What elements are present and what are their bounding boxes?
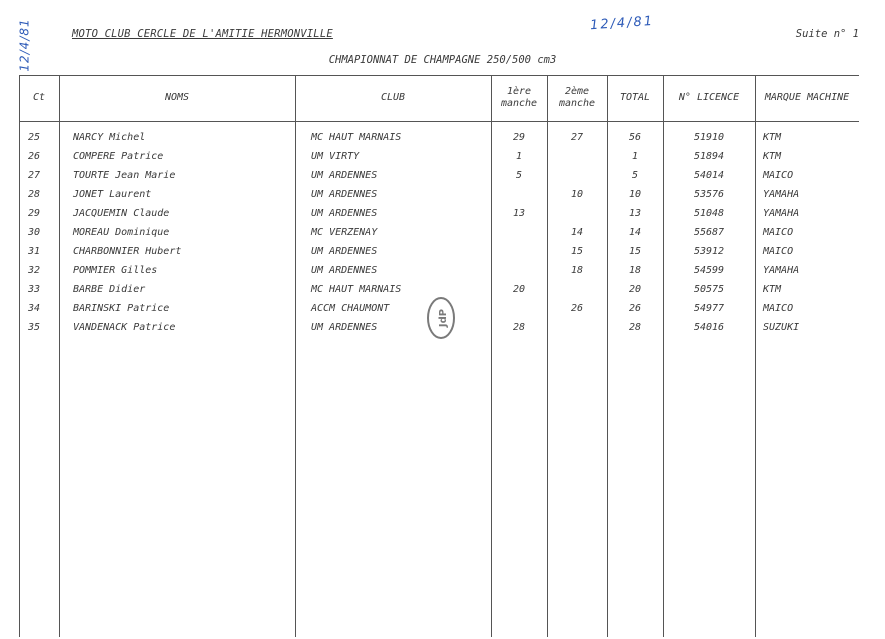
cell-ct: 29 — [28, 208, 41, 219]
cell-club: MC HAUT MARNAIS — [311, 284, 402, 295]
cell-club: UM ARDENNES — [311, 265, 378, 276]
cell-manche1: 13 — [512, 208, 526, 219]
cell-total: 18 — [628, 265, 642, 276]
cell-club: UM VIRTY — [311, 151, 360, 162]
cell-club: UM ARDENNES — [311, 322, 378, 333]
cell-marque: KTM — [763, 132, 782, 143]
cell-manche2 — [547, 204, 607, 223]
cell-club: MC HAUT MARNAIS — [311, 132, 402, 143]
cell-manche1: 28 — [512, 322, 526, 333]
cell-marque: YAMAHA — [763, 208, 800, 219]
cell-marque: MAICO — [763, 303, 794, 314]
cell-licence: 50575 — [693, 284, 725, 295]
cell-marque: YAMAHA — [763, 189, 800, 200]
cell-licence: 53912 — [693, 246, 725, 257]
cell-manche2: 10 — [570, 189, 584, 200]
cell-nom: MOREAU Dominique — [73, 227, 170, 238]
cell-nom: CHARBONNIER Hubert — [73, 246, 182, 257]
header-manche2: 2ème manche — [558, 86, 596, 109]
results-table — [19, 75, 859, 637]
cell-nom: VANDENACK Patrice — [73, 322, 176, 333]
cell-licence: 51910 — [693, 132, 725, 143]
stamp-text: JdP — [438, 308, 449, 328]
cell-nom: JACQUEMIN Claude — [73, 208, 170, 219]
club-title: MOTO CLUB CERCLE DE L'AMITIE HERMONVILLE — [72, 28, 333, 40]
cell-ct: 30 — [28, 227, 41, 238]
header-marque: MARQUE MACHINE — [764, 92, 850, 103]
cell-nom: COMPERE Patrice — [73, 151, 164, 162]
cell-manche2: 26 — [570, 303, 584, 314]
cell-manche2: 15 — [570, 246, 584, 257]
cell-total: 15 — [628, 246, 642, 257]
cell-club: UM ARDENNES — [311, 208, 378, 219]
cell-nom: TOURTE Jean Marie — [73, 170, 176, 181]
cell-marque: MAICO — [763, 170, 794, 181]
cell-licence: 53576 — [693, 189, 725, 200]
table-row — [19, 223, 859, 242]
table-row — [19, 166, 859, 185]
table-row — [19, 147, 859, 166]
cell-manche1: 1 — [515, 151, 523, 162]
cell-ct: 26 — [28, 151, 41, 162]
cell-licence: 54599 — [693, 265, 725, 276]
header-noms: NOMS — [164, 92, 190, 103]
cell-club: ACCM CHAUMONT — [311, 303, 390, 314]
cell-licence: 54014 — [693, 170, 725, 181]
cell-total: 1 — [631, 151, 639, 162]
table-row — [19, 185, 859, 204]
handwritten-date-top: 12/4/81 — [589, 13, 655, 34]
cell-total: 10 — [628, 189, 642, 200]
cell-ct: 25 — [28, 132, 41, 143]
cell-manche2: 27 — [570, 132, 584, 143]
cell-manche2 — [547, 280, 607, 299]
suite-number: Suite n° 1 — [795, 28, 859, 40]
table-row — [19, 261, 859, 280]
cell-club: UM ARDENNES — [311, 170, 378, 181]
header-bottom-rule — [19, 121, 859, 122]
cell-nom: BARINSKI Patrice — [73, 303, 170, 314]
cell-nom: BARBE Didier — [73, 284, 146, 295]
header-licence: N° LICENCE — [678, 92, 740, 103]
cell-manche2 — [547, 166, 607, 185]
cell-manche1 — [491, 299, 547, 318]
cell-total: 56 — [628, 132, 642, 143]
cell-total: 28 — [628, 322, 642, 333]
header-total: TOTAL — [619, 92, 651, 103]
cell-licence: 55687 — [693, 227, 725, 238]
cell-club: UM ARDENNES — [311, 246, 378, 257]
cell-ct: 33 — [28, 284, 41, 295]
cell-nom: JONET Laurent — [73, 189, 152, 200]
header-ct: Ct — [32, 92, 46, 103]
cell-manche2 — [547, 147, 607, 166]
cell-licence: 51048 — [693, 208, 725, 219]
archive-stamp-icon — [426, 296, 456, 340]
cell-manche2: 18 — [570, 265, 584, 276]
cell-total: 5 — [631, 170, 639, 181]
cell-manche2: 14 — [570, 227, 584, 238]
cell-marque: KTM — [763, 284, 782, 295]
header-manche1: 1ère manche — [500, 86, 538, 109]
cell-licence: 54977 — [693, 303, 725, 314]
championship-title: CHMAPIONNAT DE CHAMPAGNE 250/500 cm3 — [328, 54, 557, 66]
cell-marque: SUZUKI — [763, 322, 800, 333]
cell-nom: NARCY Michel — [73, 132, 146, 143]
cell-marque: MAICO — [763, 246, 794, 257]
cell-nom: POMMIER Gilles — [73, 265, 158, 276]
cell-club: UM ARDENNES — [311, 189, 378, 200]
cell-ct: 32 — [28, 265, 41, 276]
cell-ct: 35 — [28, 322, 41, 333]
cell-total: 20 — [628, 284, 642, 295]
cell-manche1 — [491, 261, 547, 280]
cell-manche1 — [491, 242, 547, 261]
table-row — [19, 128, 859, 147]
cell-manche1: 20 — [512, 284, 526, 295]
cell-marque: KTM — [763, 151, 782, 162]
cell-marque: MAICO — [763, 227, 794, 238]
cell-ct: 27 — [28, 170, 41, 181]
cell-marque: YAMAHA — [763, 265, 800, 276]
cell-total: 13 — [628, 208, 642, 219]
cell-manche1: 29 — [512, 132, 526, 143]
cell-manche1 — [491, 185, 547, 204]
cell-ct: 28 — [28, 189, 41, 200]
header-club: CLUB — [380, 92, 406, 103]
cell-manche2 — [547, 318, 607, 337]
table-row — [19, 242, 859, 261]
cell-licence: 51894 — [693, 151, 725, 162]
cell-licence: 54016 — [693, 322, 725, 333]
cell-manche1: 5 — [515, 170, 523, 181]
cell-total: 14 — [628, 227, 642, 238]
cell-total: 26 — [628, 303, 642, 314]
table-row — [19, 204, 859, 223]
handwritten-date-left: 12/4/81 — [17, 18, 32, 72]
cell-ct: 34 — [28, 303, 41, 314]
cell-manche1 — [491, 223, 547, 242]
cell-club: MC VERZENAY — [311, 227, 378, 238]
cell-ct: 31 — [28, 246, 41, 257]
